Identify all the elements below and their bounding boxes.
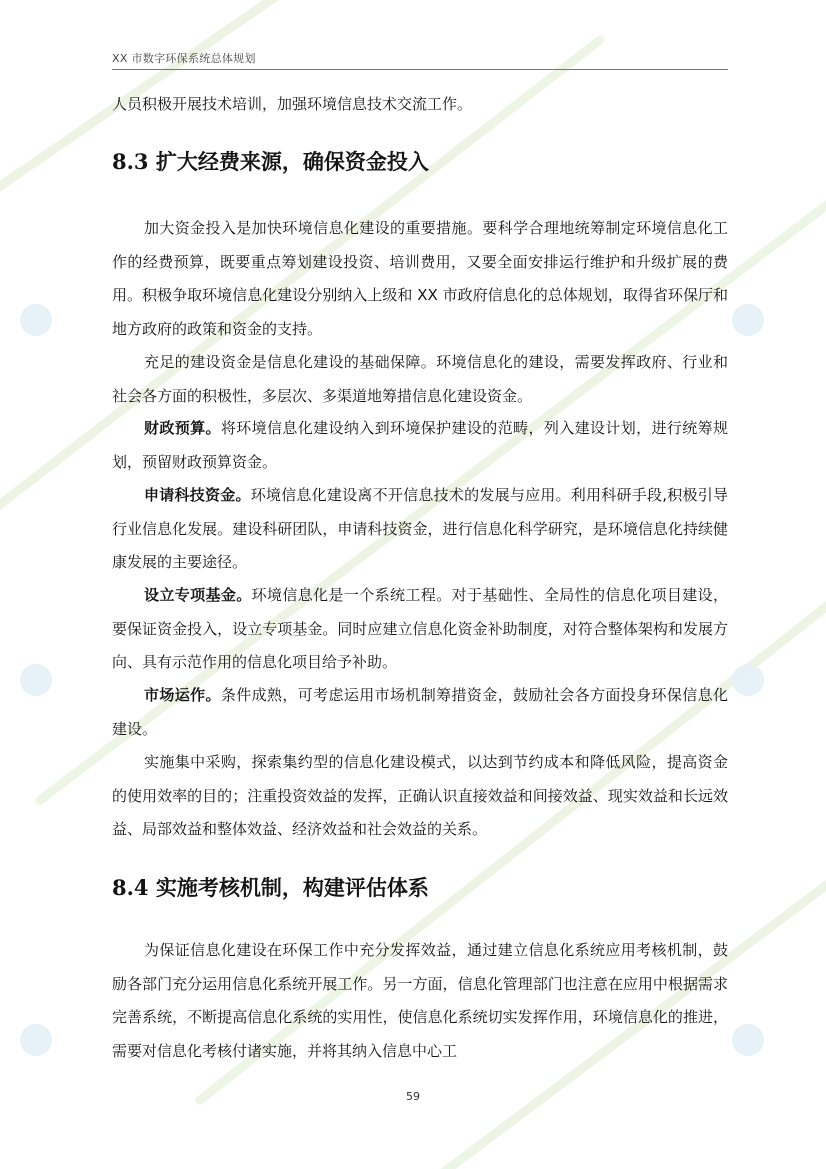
paragraph-text: 环境信息化建设离不开信息技术的发展与应用。利用科研手段,积极引导行业信息化发展。建设科研团队，申请科技资金，进行信息化科学研究，是环境信息化持续健康发展的主要途径。 [112, 486, 728, 571]
paragraph-text: 将环境信息化建设纳入到环境保护建设的范畴，列入建设计划，进行统筹规划，预留财政预算资金。 [112, 419, 728, 471]
header-rule [112, 69, 728, 70]
body-paragraph [112, 746, 728, 847]
paragraph-text: 为保证信息化建设在环保工作中充分发挥效益，通过建立信息化系统应用考核机制，鼓励各部门充分运用信息化系统开展工作。另一方面，信息化管理部门也注意在应用中根据需求完善系统，不断提高信息化系统的实用性，使信息化系统切实发挥作用，环境信息化的推进，需要对信息化考核付诸实施，并将其纳入信息中心工 [112, 941, 728, 1060]
paragraph-text: 充足的建设资金是信息化建设的基础保障。环境信息化的建设，需要发挥政府、行业和社会各方面的积极性，多层次、多渠道地筹措信息化建设资金。 [112, 353, 728, 405]
page-number: 59 [406, 1090, 420, 1103]
body-paragraph [112, 346, 728, 413]
body-paragraph [112, 479, 728, 580]
section-heading: 8.3 扩大经费来源，确保资金投入 [112, 149, 429, 174]
paragraph-lead: 申请科技资金。 [144, 486, 251, 504]
paragraph-lead: 设立专项基金。 [144, 586, 252, 604]
paragraph-text: 条件成熟，可考虑运用市场机制筹措资金，鼓励社会各方面投身环保信息化建设。 [112, 686, 728, 738]
page-header: XX 市数字环保系统总体规划 [112, 52, 256, 65]
continuation-paragraph: 人员积极开展技术培训，加强环境信息技术交流工作。 [112, 95, 473, 113]
body-paragraph [112, 212, 728, 346]
paragraph-text: 加大资金投入是加快环境信息化建设的重要措施。要科学合理地统筹制定环境信息化工作的经费预算，既要重点筹划建设投资、培训费用，又要全面安排运行维护和升级扩展的费用。积极争取环境信息化建设分别纳入上级和 XX 市政府信息化的总体规划，取得省环保厅和地方政府的政策和资金的支持。 [112, 219, 728, 338]
body-paragraph [112, 934, 728, 1068]
section-heading: 8.4 实施考核机制，构建评估体系 [112, 875, 429, 900]
paragraph-lead: 市场运作。 [144, 686, 221, 704]
body-paragraph [112, 679, 728, 746]
body-paragraph [112, 579, 728, 680]
paragraph-lead: 财政预算。 [144, 419, 221, 437]
paragraph-text: 实施集中采购，探索集约型的信息化建设模式，以达到节约成本和降低风险，提高资金的使用效率的目的；注重投资效益的发挥，正确认识直接效益和间接效益、现实效益和长远效益、局部效益和整体效益、经济效益和社会效益的关系。 [112, 753, 728, 838]
paragraph-text: 环境信息化是一个系统工程。对于基础性、全局性的信息化项目建设，要保证资金投入，设立专项基金。同时应建立信息化资金补助制度，对符合整体架构和发展方向、具有示范作用的信息化项目给予补助。 [112, 586, 728, 671]
body-paragraph [112, 412, 728, 479]
